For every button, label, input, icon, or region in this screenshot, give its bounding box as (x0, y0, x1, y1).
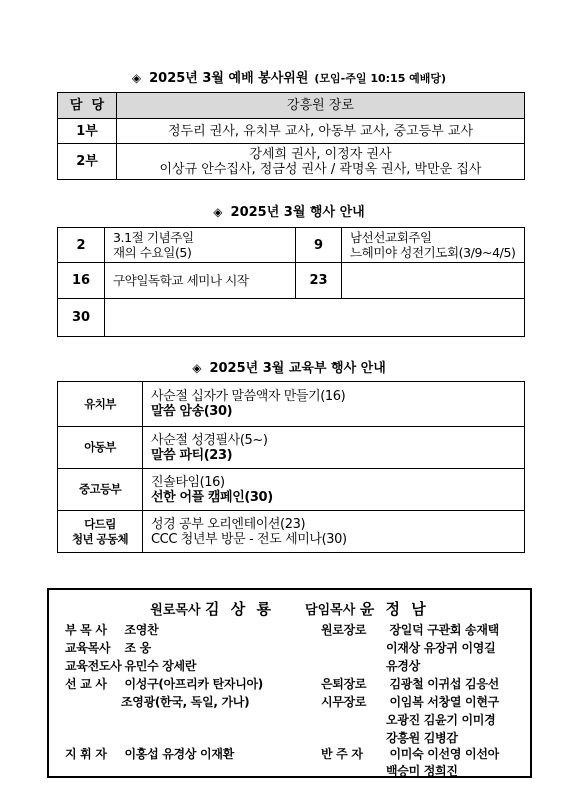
events-title: ◈ 2025년 3월 행사 안내 (213, 205, 365, 220)
pastors-heading: 원로목사 김 상 룡 담임목사 윤 정 남 (150, 600, 429, 618)
department-label: 다드림 청년 공동체 (58, 511, 143, 553)
worship-volunteers-table (57, 92, 525, 180)
table-row (58, 469, 525, 511)
table-row (58, 427, 525, 469)
service-volunteers: 강세희 권사, 이정자 권사 이상규 안수집사, 정금성 권사 / 곽명옥 권사, 박만운 집사 (117, 144, 525, 180)
event-date: 30 (58, 299, 105, 337)
event-cell: 남선선교회주일 느헤미야 성전기도회(3/9~4/5) (342, 228, 525, 263)
diamond-icon: ◈ (131, 71, 142, 85)
table-row (58, 382, 525, 427)
staff-entry: 강흥원 김병감 (386, 731, 458, 745)
staff-entry: 은퇴장로 김광철 이귀섭 김응선 (321, 677, 499, 691)
staff-entry: 선 교 사 이성구(아프리카 탄자니아) (65, 677, 263, 691)
education-events-title: ◈ 2025년 3월 교육부 행사 안내 (192, 361, 386, 376)
senior-pastor-name: 윤 정 남 (359, 600, 429, 618)
department-events: 진솔타임(16) 선한 어플 캠페인(30) (143, 469, 525, 511)
table-row (58, 119, 525, 144)
staff-entry: 원로장로 장일덕 구관회 송재택 (321, 623, 499, 637)
department-events: 성경 공부 오리엔테이션(23) CCC 청년부 방문 - 전도 세미나(30) (143, 511, 525, 553)
service-label: 2부 (58, 144, 117, 180)
event-cell (342, 263, 525, 299)
table-row (58, 511, 525, 553)
service-volunteers: 정두리 권사, 유치부 교사, 아동부 교사, 중고등부 교사 (117, 119, 525, 144)
department-label: 아동부 (58, 427, 143, 469)
staff-entry: 백승미 정희진 (386, 764, 458, 778)
table-header-row (58, 93, 525, 119)
table-row (58, 299, 525, 337)
staff-entry: 반 주 자 이미숙 이선영 이선아 (321, 747, 499, 761)
header-label: 담 당 (58, 93, 117, 119)
staff-entry: 이재상 유장귀 이영길 (386, 641, 496, 655)
department-events: 사순절 십자가 말씀액자 만들기(16) 말씀 암송(30) (143, 382, 525, 427)
department-label: 중고등부 (58, 469, 143, 511)
header-value: 강흥원 장로 (117, 93, 525, 119)
service-label: 1부 (58, 119, 117, 144)
staff-entry: 지 휘 자 이홍섭 유경상 이재환 (65, 747, 234, 761)
department-events: 사순절 성경필사(5~) 말씀 파티(23) (143, 427, 525, 469)
event-date: 2 (58, 228, 105, 263)
staff-entry: 교육목사 조 웅 (65, 641, 151, 655)
diamond-icon: ◈ (192, 361, 202, 375)
department-label: 유치부 (58, 382, 143, 427)
education-events-table (57, 381, 525, 553)
church-staff-box (47, 588, 532, 778)
diamond-icon: ◈ (213, 205, 223, 219)
staff-entry: 오광진 김윤기 이미경 (386, 713, 496, 727)
table-row (58, 263, 525, 299)
event-cell (105, 299, 525, 337)
staff-entry: 교육전도사 유민수 장세란 (65, 659, 197, 673)
staff-entry: 부 목 사 조영찬 (65, 623, 159, 637)
event-cell: 구약일독학교 세미나 시작 (105, 263, 296, 299)
worship-volunteers-title: ◈ 2025년 3월 예배 봉사위원 (모임-주일 10:15 예배당) (131, 71, 447, 86)
staff-entry: 시무장로 이임복 서창열 이현구 (321, 695, 499, 709)
events-table (57, 227, 525, 337)
elder-pastor-name: 김 상 룡 (205, 600, 274, 618)
table-row (58, 144, 525, 180)
event-date: 9 (296, 228, 342, 263)
table-row (58, 228, 525, 263)
event-date: 16 (58, 263, 105, 299)
event-cell: 3.1절 기념주일 재의 수요일(5) (105, 228, 296, 263)
staff-entry: 유경상 (386, 659, 420, 673)
event-date: 23 (296, 263, 342, 299)
staff-entry: 조영광(한국, 독일, 가나) (121, 695, 250, 709)
